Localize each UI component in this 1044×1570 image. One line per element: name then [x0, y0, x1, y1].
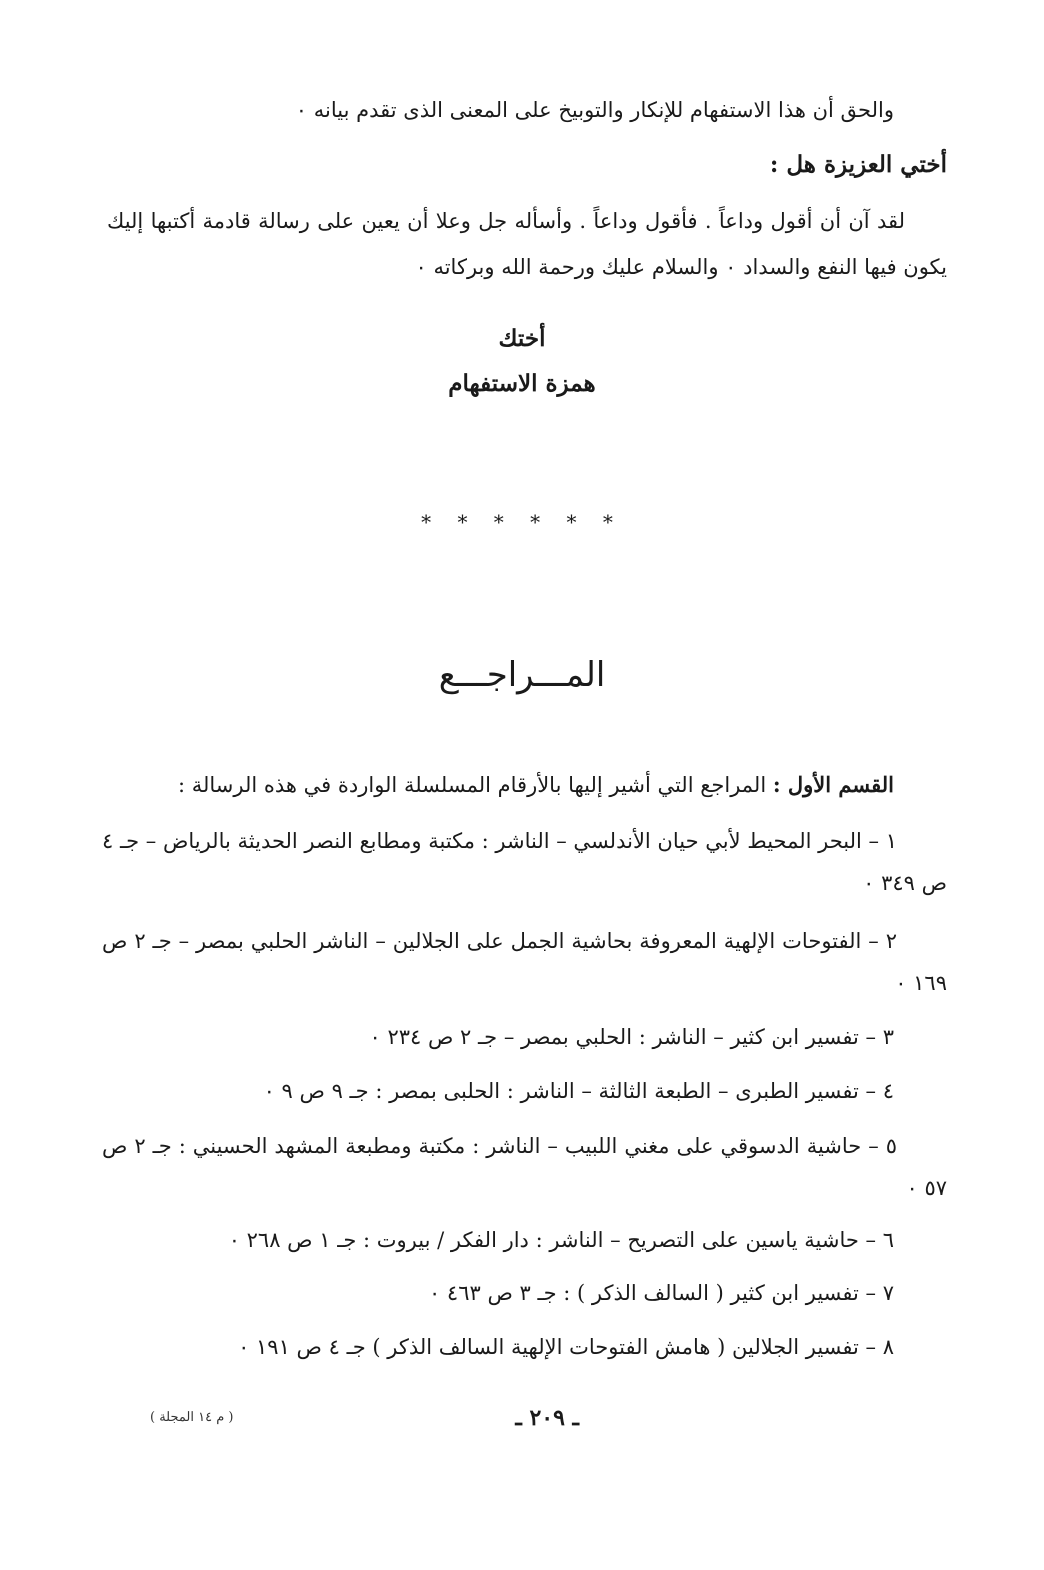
reference-item-7: ٧ – تفسير ابن كثير ( السالف الذكر ) : جـ ٣ ص ٤٦٣ ٠ — [428, 1281, 894, 1305]
reference-item-3: ٣ – تفسير ابن كثير – الناشر : الحلبي بمصر – جـ ٢ ص ٢٣٤ ٠ — [369, 1025, 894, 1049]
address-heading: أختي العزيزة هل : — [769, 151, 947, 178]
signature-line-1: أختك — [498, 325, 546, 352]
section-one-text: المراجع التي أشير إليها بالأرقام المسلسلة الواردة في هذه الرسالة : — [177, 773, 767, 797]
reference-item-5: ٥ – حاشية الدسوقي على مغني اللبيب – الناشر : مكتبة ومطبعة المشهد الحسيني : جـ ٢ ص ٥٧ ٠ — [102, 1134, 947, 1200]
references-title: المـــراجـــع — [438, 655, 606, 695]
section-separator: * * * * * * — [421, 510, 623, 534]
reference-item-4: ٤ – تفسير الطبرى – الطبعة الثالثة – الناشر : الحلبى بمصر : جـ ٩ ص ٩ ٠ — [263, 1079, 894, 1103]
reference-item-2: ٢ – الفتوحات الإلهية المعروفة بحاشية الجمل على الجلالين – الناشر الحلبي بمصر – جـ ٢ ص ١٦٩ ٠ — [102, 929, 947, 995]
section-one-intro — [178, 770, 894, 800]
section-one-label: القسم الأول : — [772, 772, 894, 797]
journal-note: ( م ١٤ المجلة ) — [150, 1410, 234, 1425]
reference-item-6: ٦ – حاشية ياسين على التصريح – الناشر : دار الفكر / بيروت : جـ ١ ص ٢٦٨ ٠ — [228, 1228, 894, 1252]
reference-item-8: ٨ – تفسير الجلالين ( هامش الفتوحات الإلهية السالف الذكر ) جـ ٤ ص ١٩١ ٠ — [238, 1335, 894, 1359]
page-number: ـ ٢٠٩ ـ — [515, 1405, 579, 1431]
reference-item-1: ١ – البحر المحيط لأبي حيان الأندلسي – الناشر : مكتبة ومطابع النصر الحديثة بالرياض – جـ ٤ ص ٣٤٩ ٠ — [102, 829, 947, 895]
signature-line-2: همزة الاستفهام — [448, 370, 596, 397]
intro-line: والحق أن هذا الاستفهام للإنكار والتوبيخ على المعنى الذى تقدم بيانه ٠ — [295, 98, 894, 122]
farewell-paragraph: لقد آن أن أقول وداعاً . فأقول وداعاً . وأسأله جل وعلا أن يعين على رسالة قادمة أكتبها إليك يكون فيها النفع والسداد ٠ والسلام عليك ورحمة الله وبركاته ٠ — [107, 209, 947, 279]
